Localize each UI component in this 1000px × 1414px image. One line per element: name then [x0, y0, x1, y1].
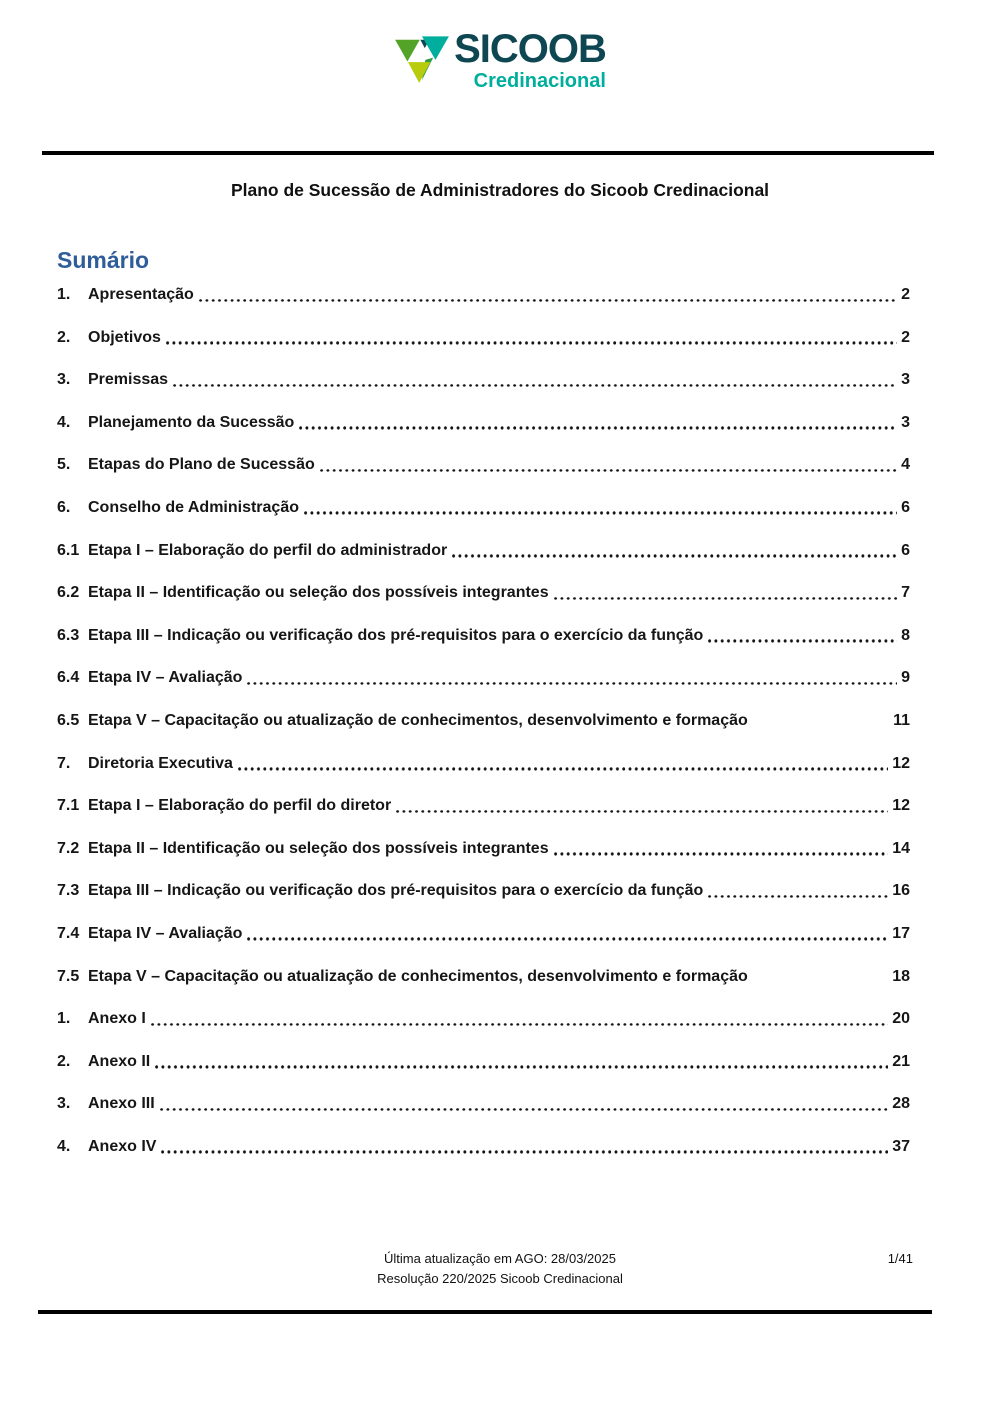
toc-entry-page: 3	[901, 413, 910, 431]
footer-resolution-line: Resolução 220/2025 Sicoob Credinacional	[377, 1271, 623, 1286]
toc-entry-title: Premissas	[88, 371, 169, 389]
page-title: Plano de Sucessão de Administradores do Sicoob Credinacional	[230, 180, 770, 200]
toc-entry-page: 14	[892, 839, 910, 857]
toc-dot-leader	[554, 597, 897, 601]
toc-dot-leader	[452, 554, 897, 558]
toc-entry[interactable]	[57, 913, 910, 943]
toc-entry-title: Etapa III – Indicação ou verificação dos pré-requisitos para o exercício da função	[88, 626, 704, 644]
toc-entry-page: 17	[892, 924, 910, 942]
toc-entry-page: 4	[901, 456, 910, 474]
toc-entry-title: Anexo III	[88, 1095, 155, 1113]
toc-dot-leader	[173, 384, 897, 388]
toc-entry[interactable]	[57, 572, 910, 602]
toc-list	[57, 274, 910, 1168]
toc-dot-leader	[247, 682, 897, 686]
toc-dot-leader	[320, 469, 897, 473]
toc-heading: Sumário	[57, 247, 150, 273]
toc-dot-leader	[299, 426, 897, 430]
toc-dot-leader	[304, 511, 897, 515]
toc-entry-page: 18	[892, 967, 910, 985]
toc-entry-title: Objetivos	[88, 328, 161, 346]
toc-entry[interactable]	[57, 444, 910, 474]
toc-entry-number: 3.	[57, 371, 71, 389]
toc-entry-number: 1.	[57, 1010, 71, 1028]
toc-entry-number: 7.3	[57, 882, 80, 900]
toc-dot-leader	[708, 639, 897, 643]
toc-entry-number: 4.	[57, 413, 71, 431]
toc-dot-leader	[160, 1108, 889, 1112]
toc-entry-page: 11	[893, 711, 910, 729]
toc-entry-title: Anexo IV	[88, 1137, 157, 1155]
toc-dot-leader	[554, 852, 889, 856]
toc-entry[interactable]	[57, 700, 910, 730]
toc-entry[interactable]	[57, 487, 910, 517]
toc-entry[interactable]	[57, 317, 910, 347]
toc-entry-title: Etapa I – Elaboração do perfil do diretor	[88, 797, 392, 815]
toc-entry-title: Etapas do Plano de Sucessão	[88, 456, 315, 474]
toc-entry[interactable]	[57, 615, 910, 645]
toc-entry-page: 3	[901, 371, 910, 389]
toc-entry-title: Apresentação	[88, 286, 194, 303]
toc-entry-number: 6.5	[57, 711, 80, 729]
toc-entry[interactable]	[57, 359, 910, 389]
toc-entry-number: 7.5	[57, 967, 80, 985]
logo-brand-text: SICOOB	[454, 27, 606, 71]
footer	[0, 1249, 1000, 1289]
toc-entry[interactable]	[57, 743, 910, 773]
toc-dot-leader	[199, 299, 897, 303]
toc-entry-page: 7	[901, 584, 910, 602]
toc-entry-page: 12	[892, 754, 910, 772]
toc-dot-leader	[155, 1065, 888, 1069]
toc-dot-leader	[247, 937, 888, 941]
toc-entry-number: 6.2	[57, 584, 80, 602]
toc-entry-title: Planejamento da Sucessão	[88, 413, 295, 431]
toc-entry[interactable]	[57, 402, 910, 432]
toc-entry-number: 2.	[57, 1052, 71, 1070]
toc-entry-page: 2	[901, 328, 910, 346]
toc-dot-leader	[151, 1023, 888, 1027]
toc-entry-number: 2.	[57, 328, 71, 346]
toc-entry-number: 7.4	[57, 924, 80, 942]
toc-entry-page: 6	[901, 498, 910, 516]
toc-entry[interactable]	[57, 1041, 910, 1071]
toc-entry-page: 20	[892, 1010, 910, 1028]
toc-dot-leader	[161, 1150, 888, 1154]
toc-entry[interactable]	[57, 998, 910, 1028]
toc-entry-page: 21	[892, 1052, 910, 1070]
toc-entry[interactable]	[57, 956, 910, 986]
toc-entry-number: 5.	[57, 456, 71, 474]
toc-entry[interactable]	[57, 1083, 910, 1113]
toc-entry-number: 1.	[57, 286, 71, 303]
toc-entry-page: 12	[892, 797, 910, 815]
toc-entry[interactable]	[57, 530, 910, 560]
logo-subbrand-text: Credinacional	[473, 70, 606, 92]
toc-entry-title: Diretoria Executiva	[88, 754, 233, 772]
toc-entry-title: Etapa IV – Avaliação	[88, 669, 243, 687]
toc-entry-number: 3.	[57, 1095, 71, 1113]
toc-entry-title: Etapa I – Elaboração do perfil do administrador	[88, 541, 448, 559]
toc-entry[interactable]	[57, 870, 910, 900]
toc-entry-number: 6.	[57, 498, 71, 516]
toc-entry-number: 7.1	[57, 797, 80, 815]
toc-entry-title: Etapa III – Indicação ou verificação dos pré-requisitos para o exercício da função	[88, 882, 704, 900]
logo-wordmark	[454, 28, 606, 91]
toc-dot-leader	[708, 895, 888, 899]
footer-page-indicator: 1/41	[887, 1251, 913, 1266]
toc-entry-title: Anexo II	[88, 1052, 151, 1070]
toc-entry-number: 6.3	[57, 626, 80, 644]
toc-entry-number: 7.2	[57, 839, 80, 857]
toc-entry-title: Etapa V – Capacitação ou atualização de conhecimentos, desenvolvimento e formação	[88, 711, 748, 729]
toc-entry-page: 2	[901, 286, 910, 303]
toc-entry[interactable]	[57, 785, 910, 815]
toc-dot-leader	[166, 341, 897, 345]
toc-entry-page: 9	[901, 669, 910, 687]
toc-entry-number: 4.	[57, 1137, 71, 1155]
sicoob-logo	[0, 28, 1000, 91]
toc-entry[interactable]	[57, 1126, 910, 1156]
toc-entry-page: 8	[901, 626, 910, 644]
toc-entry-page: 37	[892, 1137, 910, 1155]
toc-entry-title: Etapa V – Capacitação ou atualização de conhecimentos, desenvolvimento e formação	[88, 967, 748, 985]
toc-entry-page: 16	[892, 882, 910, 900]
toc-entry-title: Etapa II – Identificação ou seleção dos possíveis integrantes	[88, 584, 549, 602]
toc-entry[interactable]	[57, 657, 910, 687]
toc-entry-number: 6.1	[57, 541, 80, 559]
toc-entry-number: 6.4	[57, 669, 80, 687]
toc-entry-title: Etapa IV – Avaliação	[88, 924, 243, 942]
toc-entry[interactable]	[57, 828, 910, 858]
toc-entry-title: Etapa II – Identificação ou seleção dos possíveis integrantes	[88, 839, 549, 857]
footer-update-line: Última atualização em AGO: 28/03/2025	[384, 1251, 616, 1266]
toc-entry-title: Anexo I	[88, 1010, 146, 1028]
top-rule	[42, 151, 934, 155]
toc-entry-page: 28	[892, 1095, 910, 1113]
toc-dot-leader	[238, 767, 888, 771]
bottom-rule	[38, 1310, 932, 1314]
toc-dot-leader	[396, 810, 888, 814]
toc-entry-number: 7.	[57, 754, 71, 772]
toc-entry-title: Conselho de Administração	[88, 498, 299, 516]
toc-entry[interactable]	[57, 274, 910, 304]
sicoob-triangle-icon	[394, 33, 450, 89]
toc-entry-page: 6	[901, 541, 910, 559]
